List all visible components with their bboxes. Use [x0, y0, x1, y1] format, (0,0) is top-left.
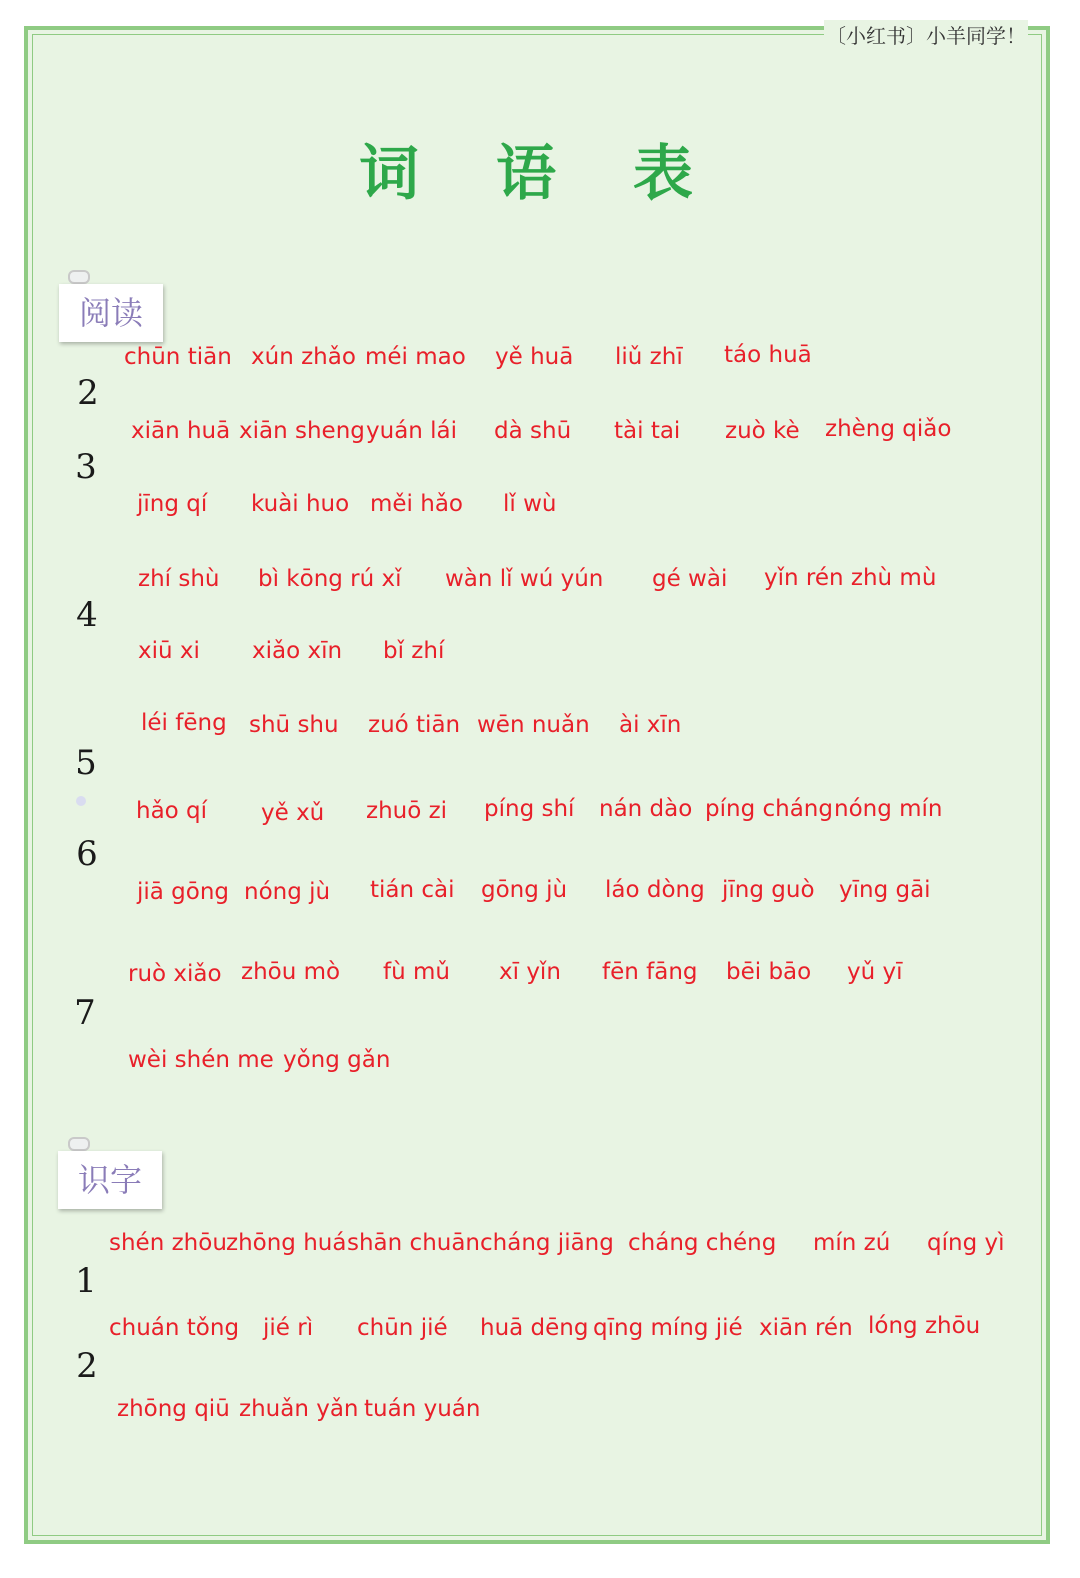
pinyin-word: cháng chéng: [628, 1230, 777, 1256]
page-inner-frame: [32, 34, 1042, 1536]
pinyin-word: wèi shén me: [128, 1047, 274, 1073]
lesson-number: 6: [76, 834, 98, 874]
pinyin-word: zhōu mò: [241, 959, 341, 985]
pinyin-word: fù mǔ: [383, 959, 450, 985]
pinyin-word: shān chuān: [347, 1230, 481, 1256]
pinyin-word: tián cài: [370, 877, 455, 903]
pinyin-word: jié rì: [263, 1315, 314, 1341]
pinyin-word: zhí shù: [138, 566, 220, 592]
pinyin-word: wēn nuǎn: [477, 712, 590, 738]
pinyin-word: yǐn rén zhù mù: [764, 565, 937, 591]
pinyin-word: píng shí: [484, 796, 575, 822]
lesson-number: 2: [77, 373, 99, 413]
pinyin-word: shén zhōu: [109, 1230, 227, 1256]
lesson-number: 5: [75, 743, 97, 783]
pinyin-word: bēi bāo: [726, 959, 812, 985]
pinyin-word: zhuō zi: [366, 798, 448, 824]
lesson-number: 4: [76, 595, 98, 635]
pinyin-word: méi mao: [365, 344, 466, 370]
pinyin-word: tuán yuán: [364, 1396, 481, 1422]
pinyin-word: zhōng qiū: [117, 1396, 230, 1422]
pinyin-word: yǔ yī: [847, 959, 903, 985]
pinyin-word: xiān sheng: [239, 418, 365, 444]
pinyin-word: chūn tiān: [124, 344, 232, 370]
pinyin-word: xiū xi: [138, 638, 200, 664]
pinyin-word: nóng jù: [244, 879, 331, 905]
pinyin-word: píng cháng: [705, 796, 833, 822]
pinyin-word: fēn fāng: [602, 959, 698, 985]
pinyin-word: zuó tiān: [368, 712, 461, 738]
pinyin-word: xiǎo xīn: [252, 638, 343, 664]
pinyin-word: tài tai: [614, 418, 681, 444]
pinyin-word: zhōng huá: [226, 1230, 347, 1256]
lesson-number: 1: [75, 1261, 97, 1301]
pinyin-word: liǔ zhī: [615, 344, 683, 370]
pinyin-word: ài xīn: [619, 712, 682, 738]
pinyin-word: nán dào: [599, 796, 693, 822]
paperclip-icon: [68, 270, 90, 284]
pinyin-word: wàn lǐ wú yún: [445, 566, 604, 592]
pinyin-word: cháng jiāng: [480, 1230, 614, 1256]
pinyin-word: qīng míng jié: [593, 1315, 743, 1341]
pinyin-word: láo dòng: [605, 877, 705, 903]
pinyin-word: qíng yì: [927, 1230, 1005, 1256]
pinyin-word: yě xǔ: [261, 800, 325, 826]
pinyin-word: kuài huo: [251, 491, 350, 517]
section-tag-reading: 阅读: [59, 284, 163, 342]
pinyin-word: léi fēng: [141, 710, 227, 736]
pinyin-word: bǐ zhí: [383, 638, 445, 664]
lesson-number: 7: [74, 993, 96, 1033]
pinyin-word: bì kōng rú xǐ: [258, 566, 402, 592]
pinyin-word: xiān rén: [759, 1315, 853, 1341]
pinyin-word: táo huā: [724, 342, 812, 368]
pinyin-word: zhèng qiǎo: [825, 416, 952, 442]
section-tag-literacy: 识字: [58, 1151, 162, 1209]
pinyin-word: gōng jù: [481, 877, 568, 903]
pinyin-word: yuán lái: [366, 418, 458, 444]
lesson-number: 3: [75, 447, 97, 487]
pinyin-word: lǐ wù: [503, 491, 557, 517]
pinyin-word: nóng mín: [834, 796, 943, 822]
pinyin-word: shū shu: [249, 712, 339, 738]
pinyin-word: jiā gōng: [137, 879, 230, 905]
lesson-number: 2: [76, 1346, 98, 1386]
pinyin-word: yīng gāi: [839, 877, 931, 903]
paperclip-icon: [68, 1137, 90, 1151]
pinyin-word: xún zhǎo: [251, 344, 356, 370]
pinyin-word: xī yǐn: [499, 959, 561, 985]
pinyin-word: hǎo qí: [136, 798, 208, 824]
pinyin-word: dà shū: [494, 418, 572, 444]
pinyin-word: měi hǎo: [370, 491, 463, 517]
pinyin-word: yǒng gǎn: [283, 1047, 391, 1073]
pinyin-word: chuán tǒng: [109, 1315, 240, 1341]
pinyin-word: ruò xiǎo: [128, 961, 222, 987]
decorative-dot: [76, 796, 86, 806]
page-title: 词 语 表: [359, 139, 721, 209]
pinyin-word: huā dēng: [480, 1315, 589, 1341]
pinyin-word: zuò kè: [725, 418, 800, 444]
pinyin-word: xiān huā: [131, 418, 231, 444]
pinyin-word: gé wài: [652, 566, 728, 592]
pinyin-word: jīng guò: [722, 877, 815, 903]
pinyin-word: jīng qí: [137, 491, 208, 517]
pinyin-word: yě huā: [495, 344, 574, 370]
pinyin-word: lóng zhōu: [868, 1313, 981, 1339]
pinyin-word: mín zú: [813, 1230, 891, 1256]
pinyin-word: chūn jié: [357, 1315, 448, 1341]
watermark: 〔小红书〕小羊同学！: [824, 20, 1028, 49]
pinyin-word: zhuǎn yǎn: [239, 1396, 359, 1422]
